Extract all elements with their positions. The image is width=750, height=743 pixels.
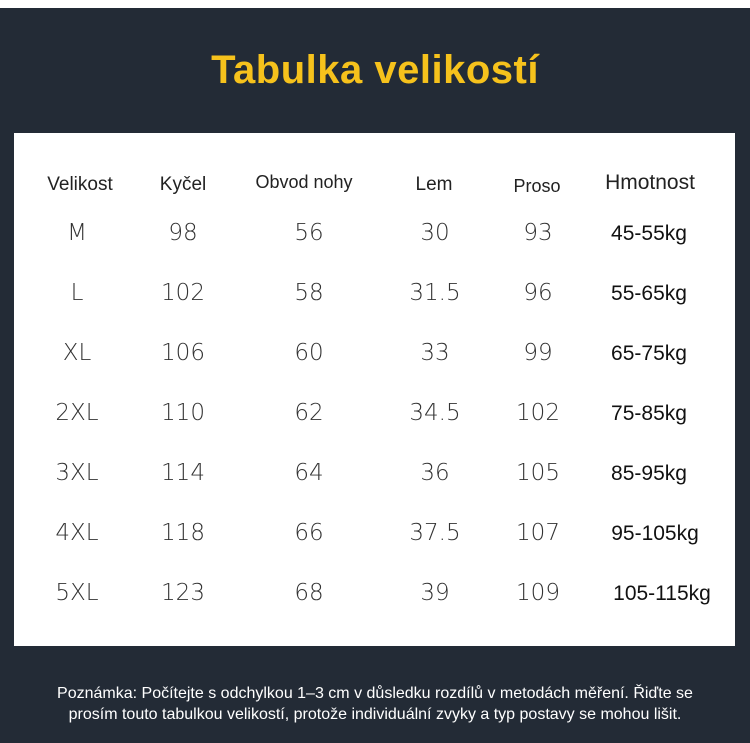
note-line-2: prosím touto tabulkou velikostí, protože individuální zvyky a typ postavy se mohou lišit. [68,706,682,723]
header-hmotnost: Hmotnost [605,171,695,194]
page-title: Tabulka velikostí [211,48,539,92]
table-cell: XL [62,340,92,366]
table-cell: 102 [161,280,205,306]
table-cell: 2XL [55,400,99,426]
header-kycel: Kyčel [159,174,207,195]
table-cell-weight: 65-75kg [611,342,687,365]
table-cell: 31.5 [409,280,461,306]
table-cell: 34.5 [409,400,461,426]
header-velikost: Velikost [47,174,113,195]
table-cell: 99 [523,340,553,366]
table-cell: 64 [294,460,324,486]
table-cell: 4XL [55,520,99,546]
table-cell: 107 [516,520,560,546]
table-cell: 118 [161,520,205,546]
table-cell: M [67,220,87,246]
table-cell-weight: 45-55kg [611,222,687,245]
table-cell: 96 [523,280,553,306]
table-cell: 102 [516,400,560,426]
table-cell: 105 [516,460,560,486]
table-cell: 106 [161,340,205,366]
table-cell: 62 [294,400,324,426]
table-cell: 36 [420,460,450,486]
table-cell-weight: 55-65kg [611,282,687,305]
table-cell: 109 [516,580,560,606]
table-cell: 123 [161,580,205,606]
header-lem: Lem [415,174,453,195]
table-cell: 93 [523,220,553,246]
table-cell: 114 [161,460,205,486]
table-cell: 110 [161,400,205,426]
header-proso: Proso [513,176,561,196]
table-cell: 66 [294,520,324,546]
note-line-1: Poznámka: Počítejte s odchylkou 1–3 cm v důsledku rozdílů v metodách měření. Řiďte se [57,685,693,702]
header-obvod-nohy: Obvod nohy [255,172,353,192]
table-cell-weight: 75-85kg [611,402,687,425]
size-table [14,133,735,646]
table-cell: 58 [294,280,324,306]
table-cell: 3XL [55,460,99,486]
table-cell-weight: 85-95kg [611,462,687,485]
table-cell: 68 [294,580,324,606]
table-cell: 39 [420,580,450,606]
table-cell: 56 [294,220,324,246]
table-cell: 60 [294,340,324,366]
size-note [0,683,750,725]
table-cell: 37.5 [409,520,461,546]
table-cell-weight: 105-115kg [613,582,711,605]
table-cell: 5XL [55,580,99,606]
table-cell: 33 [420,340,450,366]
table-cell: 30 [420,220,450,246]
table-cell: L [70,280,84,306]
table-cell: 98 [168,220,198,246]
table-cell-weight: 95-105kg [611,522,699,545]
